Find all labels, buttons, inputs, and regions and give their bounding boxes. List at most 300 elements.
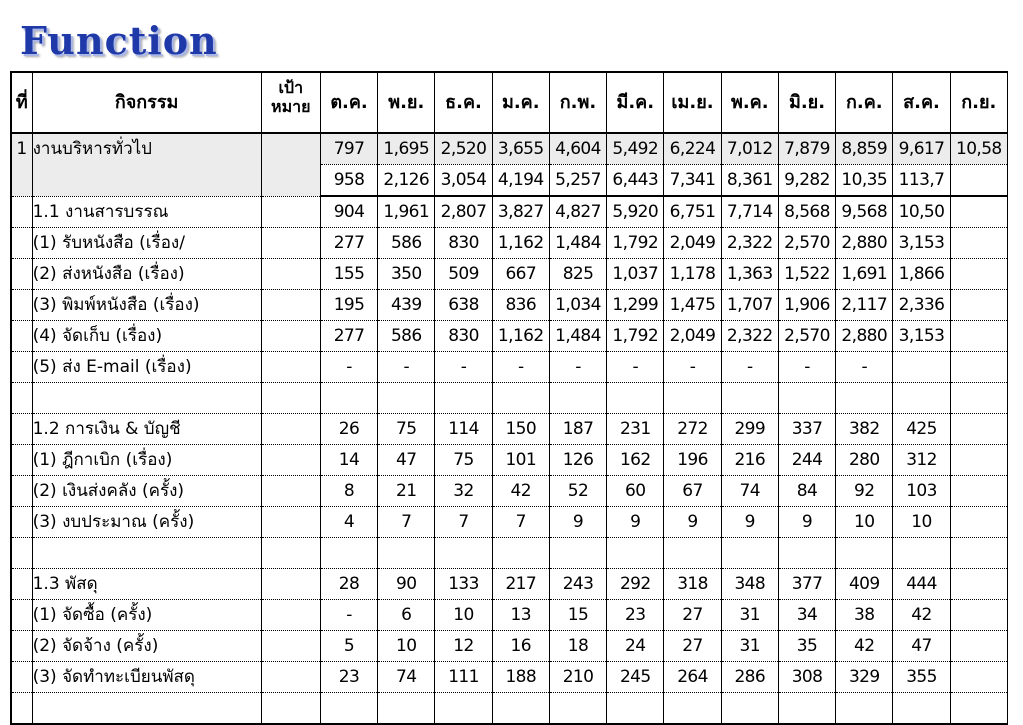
cell-value: 2,049 xyxy=(664,228,721,259)
cell-value: 216 xyxy=(721,445,778,476)
cell-value: 1,866 xyxy=(893,259,950,290)
cell-value xyxy=(378,383,435,414)
cell-value: 444 xyxy=(893,569,950,600)
cell-value: 3,153 xyxy=(893,228,950,259)
cell-value: 10,35 xyxy=(836,165,893,197)
cell-value: 318 xyxy=(664,569,721,600)
cell-value xyxy=(778,693,835,725)
cell-value: 90 xyxy=(378,569,435,600)
cell-value: 8,361 xyxy=(721,165,778,197)
cell-value: 1,363 xyxy=(721,259,778,290)
cell-value xyxy=(378,693,435,725)
cell-value xyxy=(836,693,893,725)
cell-value: 10 xyxy=(836,507,893,538)
cell-value: 42 xyxy=(893,600,950,631)
cell-value: 825 xyxy=(549,259,606,290)
row-no xyxy=(11,445,32,476)
cell-value xyxy=(836,538,893,569)
row-label: (3) งบประมาณ (ครั้ง) xyxy=(32,507,261,538)
cell-value xyxy=(950,693,1007,725)
cell-value: 42 xyxy=(836,631,893,662)
cell-value: 329 xyxy=(836,662,893,693)
cell-value: 14 xyxy=(320,445,377,476)
cell-value: 836 xyxy=(492,290,549,321)
cell-value: 1,906 xyxy=(778,290,835,321)
cell-value xyxy=(664,693,721,725)
header-row xyxy=(11,72,1008,133)
row-no xyxy=(11,196,32,228)
cell-value: 8,568 xyxy=(778,196,835,228)
cell-value: 155 xyxy=(320,259,377,290)
row-label: (3) พิมพ์หนังสือ (เรื่อง) xyxy=(32,290,261,321)
cell-value: 8 xyxy=(320,476,377,507)
cell-value: 1,162 xyxy=(492,228,549,259)
row-target xyxy=(261,507,320,538)
cell-value: 830 xyxy=(435,321,492,352)
cell-value: 1,792 xyxy=(607,228,664,259)
cell-value: 114 xyxy=(435,414,492,445)
cell-value: 231 xyxy=(607,414,664,445)
row-no xyxy=(11,662,32,693)
table-row xyxy=(11,445,1008,476)
cell-value: 4,604 xyxy=(549,133,606,165)
cell-value: 350 xyxy=(378,259,435,290)
cell-value: 958 xyxy=(320,165,377,197)
header-month: ก.ค. xyxy=(836,72,893,133)
cell-value: 74 xyxy=(378,662,435,693)
table-row xyxy=(11,321,1008,352)
row-target xyxy=(261,259,320,290)
cell-value: 10,58 xyxy=(950,133,1007,165)
cell-value: 667 xyxy=(492,259,549,290)
cell-value: 126 xyxy=(549,445,606,476)
cell-value: 243 xyxy=(549,569,606,600)
cell-value: 1,691 xyxy=(836,259,893,290)
cell-value: 904 xyxy=(320,196,377,228)
cell-value: 13 xyxy=(492,600,549,631)
cell-value: 245 xyxy=(607,662,664,693)
cell-value: 162 xyxy=(607,445,664,476)
cell-value xyxy=(435,693,492,725)
cell-value: 1,034 xyxy=(549,290,606,321)
cell-value: 24 xyxy=(607,631,664,662)
cell-value: 830 xyxy=(435,228,492,259)
cell-value: 188 xyxy=(492,662,549,693)
cell-value: 1,522 xyxy=(778,259,835,290)
cell-value: 7 xyxy=(492,507,549,538)
cell-value: 8,859 xyxy=(836,133,893,165)
cell-value: 277 xyxy=(320,228,377,259)
row-no xyxy=(11,321,32,352)
cell-value: 4,194 xyxy=(492,165,549,197)
header-month: เม.ย. xyxy=(664,72,721,133)
row-target xyxy=(261,569,320,600)
row-no xyxy=(11,476,32,507)
cell-value xyxy=(950,507,1007,538)
row-label: (2) จัดจ้าง (ครั้ง) xyxy=(32,631,261,662)
cell-value xyxy=(778,538,835,569)
cell-value: 6,751 xyxy=(664,196,721,228)
cell-value: 264 xyxy=(664,662,721,693)
cell-value: 2,570 xyxy=(778,228,835,259)
cell-value: 187 xyxy=(549,414,606,445)
cell-value xyxy=(950,259,1007,290)
cell-value: 9,617 xyxy=(893,133,950,165)
cell-value: 217 xyxy=(492,569,549,600)
table-row xyxy=(11,383,1008,414)
main-no: 1 xyxy=(11,133,32,196)
header-month: ม.ค. xyxy=(492,72,549,133)
table-row xyxy=(11,290,1008,321)
cell-value: 67 xyxy=(664,476,721,507)
cell-value xyxy=(950,569,1007,600)
cell-value: 23 xyxy=(607,600,664,631)
table-row xyxy=(11,228,1008,259)
cell-value: 103 xyxy=(893,476,950,507)
cell-value: 409 xyxy=(836,569,893,600)
cell-value xyxy=(721,693,778,725)
page-title: Function xyxy=(20,18,218,63)
row-target xyxy=(261,600,320,631)
cell-value: 28 xyxy=(320,569,377,600)
cell-value: 9 xyxy=(549,507,606,538)
row-label: (1) ฎีกาเบิก (เรื่อง) xyxy=(32,445,261,476)
row-target xyxy=(261,476,320,507)
main-row-a xyxy=(11,133,1008,165)
cell-value: 272 xyxy=(664,414,721,445)
cell-value xyxy=(549,383,606,414)
row-label: (1) จัดซื้อ (ครั้ง) xyxy=(32,600,261,631)
row-no xyxy=(11,569,32,600)
cell-value: 1,162 xyxy=(492,321,549,352)
cell-value: 797 xyxy=(320,133,377,165)
cell-value: 84 xyxy=(778,476,835,507)
cell-value: 1,299 xyxy=(607,290,664,321)
row-no xyxy=(11,507,32,538)
cell-value xyxy=(950,631,1007,662)
row-label: (1) รับหนังสือ (เรื่อง/ xyxy=(32,228,261,259)
row-no xyxy=(11,259,32,290)
cell-value: 1,037 xyxy=(607,259,664,290)
cell-value xyxy=(950,600,1007,631)
cell-value: 3,655 xyxy=(492,133,549,165)
cell-value: 348 xyxy=(721,569,778,600)
header-month: ต.ค. xyxy=(320,72,377,133)
cell-value: - xyxy=(492,352,549,383)
cell-value: 27 xyxy=(664,600,721,631)
cell-value: 47 xyxy=(378,445,435,476)
header-no: ที่ xyxy=(11,72,32,133)
cell-value: 509 xyxy=(435,259,492,290)
row-no xyxy=(11,414,32,445)
row-no xyxy=(11,383,32,414)
cell-value xyxy=(320,693,377,725)
cell-value: 2,126 xyxy=(378,165,435,197)
header-target: เป้าหมาย xyxy=(261,72,320,133)
cell-value xyxy=(950,165,1007,197)
cell-value: 113,7 xyxy=(893,165,950,197)
cell-value: 3,054 xyxy=(435,165,492,197)
table-row xyxy=(11,693,1008,725)
main-target xyxy=(261,133,320,196)
cell-value: 5,492 xyxy=(607,133,664,165)
cell-value xyxy=(950,538,1007,569)
cell-value xyxy=(836,383,893,414)
cell-value: 195 xyxy=(320,290,377,321)
cell-value xyxy=(721,538,778,569)
table-row xyxy=(11,414,1008,445)
cell-value: 586 xyxy=(378,228,435,259)
cell-value: 439 xyxy=(378,290,435,321)
table-row xyxy=(11,569,1008,600)
cell-value: 2,322 xyxy=(721,321,778,352)
cell-value: 9 xyxy=(778,507,835,538)
cell-value: 377 xyxy=(778,569,835,600)
cell-value: 23 xyxy=(320,662,377,693)
cell-value: - xyxy=(836,352,893,383)
cell-value: 47 xyxy=(893,631,950,662)
cell-value: - xyxy=(320,352,377,383)
cell-value: 1,484 xyxy=(549,228,606,259)
cell-value xyxy=(549,538,606,569)
cell-value: 75 xyxy=(378,414,435,445)
cell-value: 312 xyxy=(893,445,950,476)
cell-value xyxy=(893,383,950,414)
row-target xyxy=(261,693,320,725)
cell-value: 286 xyxy=(721,662,778,693)
cell-value: 1,178 xyxy=(664,259,721,290)
cell-value: 7,012 xyxy=(721,133,778,165)
cell-value: 1,484 xyxy=(549,321,606,352)
cell-value: 1,695 xyxy=(378,133,435,165)
cell-value: 210 xyxy=(549,662,606,693)
cell-value: 12 xyxy=(435,631,492,662)
cell-value: 244 xyxy=(778,445,835,476)
cell-value: 38 xyxy=(836,600,893,631)
cell-value xyxy=(721,383,778,414)
row-no xyxy=(11,228,32,259)
row-label: (4) จัดเก็บ (เรื่อง) xyxy=(32,321,261,352)
cell-value: 7,341 xyxy=(664,165,721,197)
cell-value: 31 xyxy=(721,600,778,631)
cell-value: 4 xyxy=(320,507,377,538)
row-target xyxy=(261,662,320,693)
row-target xyxy=(261,228,320,259)
table-row xyxy=(11,352,1008,383)
cell-value: 6,224 xyxy=(664,133,721,165)
activity-table xyxy=(10,71,1008,725)
cell-value xyxy=(893,693,950,725)
cell-value: 2,880 xyxy=(836,321,893,352)
cell-value xyxy=(320,383,377,414)
table-row xyxy=(11,476,1008,507)
cell-value: 101 xyxy=(492,445,549,476)
cell-value: 3,153 xyxy=(893,321,950,352)
cell-value: 2,880 xyxy=(836,228,893,259)
row-label xyxy=(32,693,261,725)
cell-value: 308 xyxy=(778,662,835,693)
cell-value: 7 xyxy=(435,507,492,538)
cell-value: 10,50 xyxy=(893,196,950,228)
cell-value: 1,707 xyxy=(721,290,778,321)
cell-value xyxy=(778,383,835,414)
cell-value: 150 xyxy=(492,414,549,445)
cell-value xyxy=(950,445,1007,476)
cell-value xyxy=(607,383,664,414)
row-no xyxy=(11,352,32,383)
cell-value: 27 xyxy=(664,631,721,662)
cell-value: 280 xyxy=(836,445,893,476)
cell-value: - xyxy=(664,352,721,383)
row-no xyxy=(11,538,32,569)
header-month: มี.ค. xyxy=(607,72,664,133)
cell-value: 1,475 xyxy=(664,290,721,321)
cell-value: 299 xyxy=(721,414,778,445)
header-month: ก.ย. xyxy=(950,72,1007,133)
row-label: 1.2 การเงิน & บัญชี xyxy=(32,414,261,445)
cell-value: 6,443 xyxy=(607,165,664,197)
cell-value xyxy=(950,290,1007,321)
row-label: (2) เงินส่งคลัง (ครั้ง) xyxy=(32,476,261,507)
cell-value xyxy=(950,196,1007,228)
cell-value xyxy=(950,228,1007,259)
cell-value: - xyxy=(721,352,778,383)
cell-value: 9 xyxy=(721,507,778,538)
table-row xyxy=(11,600,1008,631)
cell-value xyxy=(435,383,492,414)
cell-value xyxy=(607,693,664,725)
cell-value xyxy=(950,383,1007,414)
cell-value: 382 xyxy=(836,414,893,445)
cell-value: 5,257 xyxy=(549,165,606,197)
table-body xyxy=(11,133,1008,724)
cell-value: - xyxy=(378,352,435,383)
table-row xyxy=(11,507,1008,538)
cell-value: 26 xyxy=(320,414,377,445)
cell-value: - xyxy=(320,600,377,631)
cell-value xyxy=(492,383,549,414)
header-month: มิ.ย. xyxy=(778,72,835,133)
header-month: ธ.ค. xyxy=(435,72,492,133)
cell-value: 34 xyxy=(778,600,835,631)
table-row xyxy=(11,631,1008,662)
cell-value: - xyxy=(549,352,606,383)
cell-value: - xyxy=(435,352,492,383)
cell-value: 32 xyxy=(435,476,492,507)
cell-value xyxy=(492,693,549,725)
cell-value: 7,714 xyxy=(721,196,778,228)
cell-value: 5 xyxy=(320,631,377,662)
cell-value: 10 xyxy=(378,631,435,662)
cell-value: 337 xyxy=(778,414,835,445)
cell-value: 21 xyxy=(378,476,435,507)
cell-value: 52 xyxy=(549,476,606,507)
row-label: (3) จัดทำทะเบียนพัสดุ xyxy=(32,662,261,693)
cell-value: 1,792 xyxy=(607,321,664,352)
cell-value: 638 xyxy=(435,290,492,321)
cell-value: 9,282 xyxy=(778,165,835,197)
cell-value: 111 xyxy=(435,662,492,693)
cell-value: 74 xyxy=(721,476,778,507)
cell-value: 355 xyxy=(893,662,950,693)
cell-value: 133 xyxy=(435,569,492,600)
cell-value xyxy=(664,383,721,414)
header-month: พ.ค. xyxy=(721,72,778,133)
cell-value: 9 xyxy=(664,507,721,538)
cell-value: 9,568 xyxy=(836,196,893,228)
cell-value xyxy=(950,414,1007,445)
cell-value xyxy=(378,538,435,569)
row-target xyxy=(261,538,320,569)
cell-value: 60 xyxy=(607,476,664,507)
cell-value xyxy=(893,538,950,569)
cell-value: 75 xyxy=(435,445,492,476)
row-label xyxy=(32,383,261,414)
cell-value: 7 xyxy=(378,507,435,538)
row-no xyxy=(11,290,32,321)
cell-value: 6 xyxy=(378,600,435,631)
header-month: พ.ย. xyxy=(378,72,435,133)
cell-value: 5,920 xyxy=(607,196,664,228)
cell-value xyxy=(549,693,606,725)
cell-value: 2,322 xyxy=(721,228,778,259)
cell-value: 2,807 xyxy=(435,196,492,228)
header-month: ส.ค. xyxy=(893,72,950,133)
cell-value: 4,827 xyxy=(549,196,606,228)
table-row xyxy=(11,538,1008,569)
row-target xyxy=(261,196,320,228)
cell-value: - xyxy=(607,352,664,383)
row-no xyxy=(11,600,32,631)
row-target xyxy=(261,383,320,414)
cell-value xyxy=(664,538,721,569)
cell-value: 15 xyxy=(549,600,606,631)
cell-value xyxy=(950,352,1007,383)
header-activity: กิจกรรม xyxy=(32,72,261,133)
cell-value: - xyxy=(778,352,835,383)
cell-value: 10 xyxy=(893,507,950,538)
row-target xyxy=(261,290,320,321)
cell-value: 2,336 xyxy=(893,290,950,321)
cell-value: 292 xyxy=(607,569,664,600)
cell-value xyxy=(492,538,549,569)
cell-value: 2,117 xyxy=(836,290,893,321)
row-target xyxy=(261,321,320,352)
row-no xyxy=(11,693,32,725)
cell-value: 425 xyxy=(893,414,950,445)
cell-value: 10 xyxy=(435,600,492,631)
row-label: 1.3 พัสดุ xyxy=(32,569,261,600)
cell-value: 7,879 xyxy=(778,133,835,165)
cell-value: 9 xyxy=(607,507,664,538)
table-row xyxy=(11,662,1008,693)
cell-value: 3,827 xyxy=(492,196,549,228)
cell-value: 2,049 xyxy=(664,321,721,352)
cell-value: 277 xyxy=(320,321,377,352)
row-label: (2) ส่งหนังสือ (เรื่อง) xyxy=(32,259,261,290)
cell-value xyxy=(950,321,1007,352)
cell-value: 196 xyxy=(664,445,721,476)
cell-value xyxy=(607,538,664,569)
row-label: (5) ส่ง E-mail (เรื่อง) xyxy=(32,352,261,383)
cell-value: 16 xyxy=(492,631,549,662)
cell-value: 35 xyxy=(778,631,835,662)
row-no xyxy=(11,631,32,662)
row-target xyxy=(261,631,320,662)
table-row xyxy=(11,259,1008,290)
cell-value: 586 xyxy=(378,321,435,352)
row-target xyxy=(261,445,320,476)
